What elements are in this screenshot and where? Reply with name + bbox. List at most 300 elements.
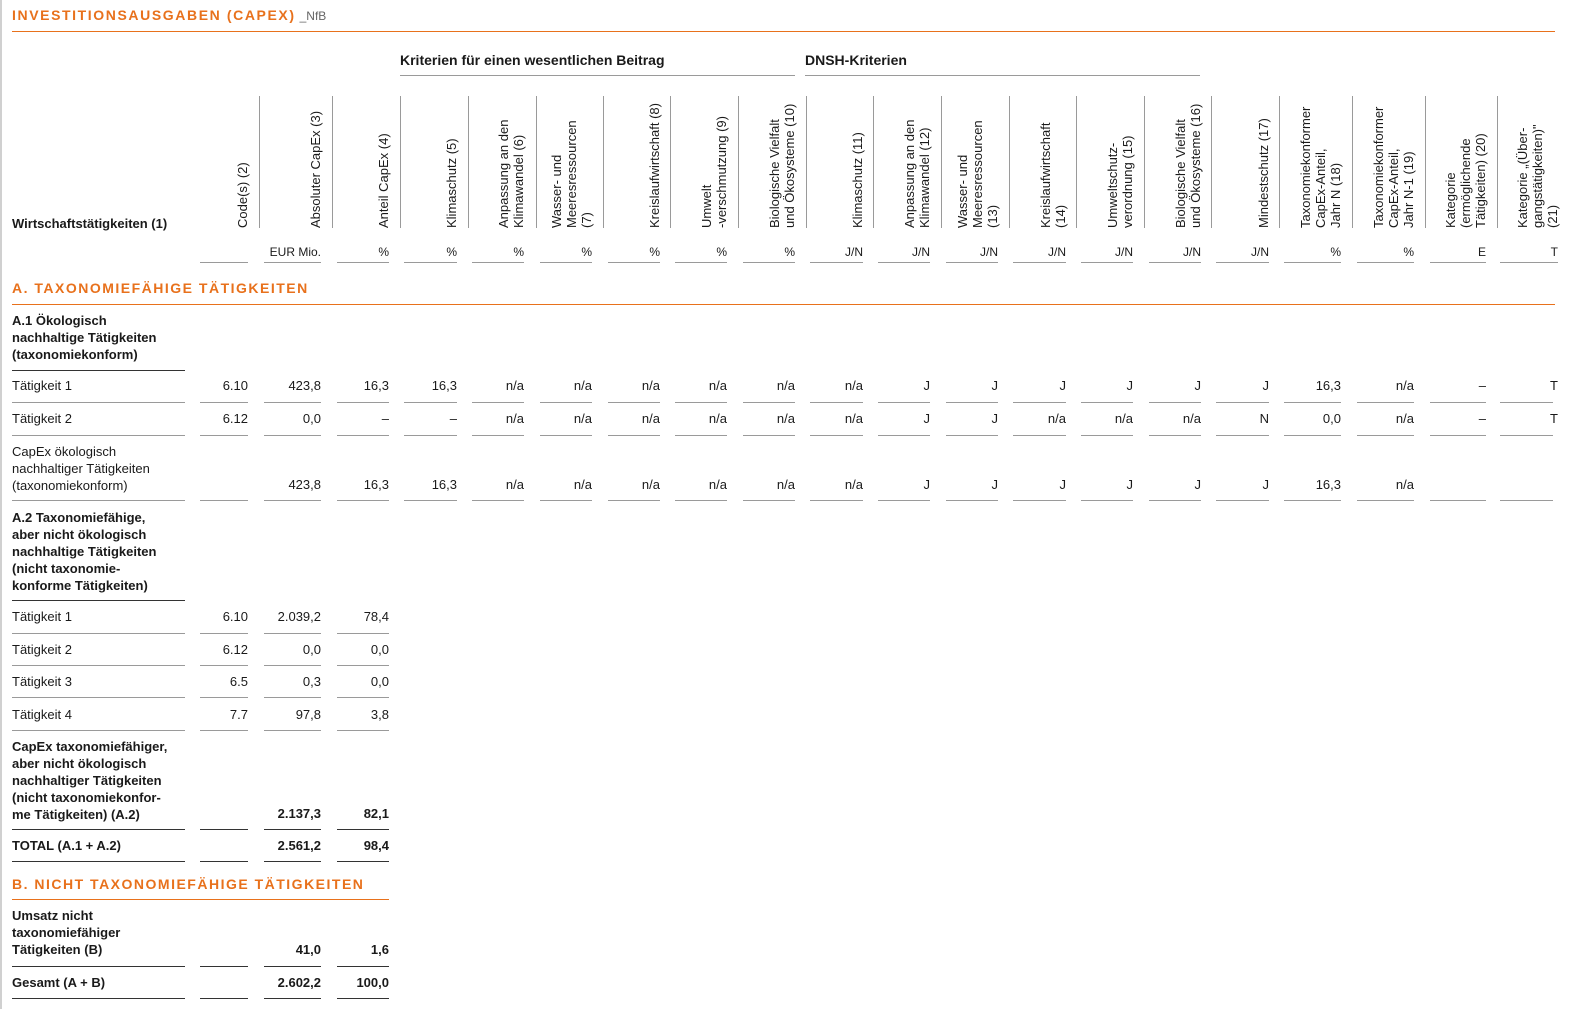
cell-rule (264, 500, 321, 501)
title-rule (12, 31, 1555, 32)
column-header-text: Kreislaufwirtschaft (1038, 122, 1053, 228)
table-cell: n/a (776, 378, 795, 393)
table-cell: J (1194, 477, 1201, 492)
column-unit: EUR Mio. (269, 245, 321, 259)
column-unit: % (784, 245, 795, 259)
group-rule-dnsh (805, 75, 1200, 76)
column-unit: % (513, 245, 524, 259)
cell-rule (337, 697, 389, 698)
column-header-text: (13) (985, 204, 1000, 228)
row-label-line: Tätigkeit 2 (12, 642, 72, 657)
table-cell: 7.7 (229, 707, 248, 722)
row-label (12, 738, 192, 823)
group-header-dnsh: DNSH-Kriterien (805, 52, 907, 68)
cell-rule (878, 402, 930, 403)
row-label (12, 837, 192, 854)
row-label (12, 509, 192, 594)
row-label-line: Tätigkeit 3 (12, 674, 72, 689)
row-label-rule (12, 370, 185, 371)
cell-rule (337, 966, 389, 967)
row-label-rule (12, 665, 185, 666)
cell-rule (878, 500, 930, 501)
column-divider (332, 96, 333, 228)
cell-rule (264, 829, 321, 830)
table-cell: 6.10 (222, 378, 248, 393)
cell-rule (1149, 402, 1201, 403)
table-cell: 423,8 (288, 378, 321, 393)
table-cell: 3,8 (370, 707, 389, 722)
cell-rule (608, 500, 660, 501)
cell-rule (337, 861, 389, 862)
cell-rule (1284, 500, 1341, 501)
cell-rule (675, 402, 727, 403)
cell-rule (337, 633, 389, 634)
column-header-text: Kategorie (1443, 172, 1458, 228)
column-unit: % (649, 245, 660, 259)
table-cell: 0,0 (302, 411, 321, 426)
cell-rule (264, 966, 321, 967)
table-cell: 100,0 (356, 975, 389, 990)
table-cell: n/a (505, 378, 524, 393)
row-label-rule (12, 966, 185, 967)
column-divider (468, 96, 469, 228)
column-header-text: Absoluter CapEx (3) (308, 110, 323, 228)
table-cell: n/a (1182, 411, 1201, 426)
table-cell: 2.137,3 (277, 806, 321, 821)
row-label-line: CapEx ökologisch (12, 444, 117, 459)
column-divider (259, 96, 260, 228)
cell-rule (200, 998, 248, 999)
row-label (12, 673, 192, 690)
cell-rule (404, 402, 457, 403)
column-unit-rule (540, 262, 592, 263)
row-header: Wirtschaftstätigkeiten (1) (12, 216, 168, 231)
column-unit: J/N (845, 245, 863, 259)
table-cell: 0,0 (370, 642, 389, 657)
cell-rule (1357, 500, 1414, 501)
column-unit-rule (608, 262, 660, 263)
column-unit: J/N (1115, 245, 1133, 259)
column-unit-rule (472, 262, 524, 263)
table-cell: 16,3 (1315, 378, 1341, 393)
cell-rule (1500, 435, 1553, 436)
row-label (12, 377, 192, 394)
cell-rule (200, 861, 248, 862)
table-cell: 1,6 (370, 942, 389, 957)
column-unit: % (581, 245, 592, 259)
column-header-text: Meeresressourcen (564, 120, 579, 228)
column-divider (1076, 96, 1077, 228)
cell-rule (1500, 402, 1553, 403)
cell-rule (540, 435, 592, 436)
table-cell: 41,0 (295, 942, 321, 957)
column-unit: J/N (1251, 245, 1269, 259)
table-cell: n/a (573, 477, 592, 492)
column-unit-rule (946, 262, 998, 263)
table-cell: J (1059, 378, 1066, 393)
row-label-line: (taxonomiekonform) (12, 478, 128, 493)
column-header-text: Kategorie „(Über- (1515, 127, 1530, 228)
table-cell: n/a (1395, 378, 1414, 393)
column-divider (941, 96, 942, 228)
cell-rule (404, 500, 457, 501)
group-rule-substantial (400, 75, 795, 76)
table-cell: – (381, 411, 389, 426)
column-header-text: Taxonomiekonformer (1298, 106, 1313, 228)
column-header-text: Klimawandel (6) (511, 134, 526, 228)
column-header-text: Klimawandel (12) (917, 127, 932, 228)
cell-rule (608, 435, 660, 436)
column-divider (400, 96, 401, 228)
column-header-text: verordnung (15) (1120, 135, 1135, 228)
cell-rule (810, 500, 863, 501)
column-header-text: Taxonomiekonformer (1371, 106, 1386, 228)
cell-rule (1284, 402, 1341, 403)
table-cell: n/a (505, 477, 524, 492)
column-header-text: Tätigkeiten) (20) (1473, 133, 1488, 228)
row-label-line: nachhaltige Tätigkeiten (12, 544, 157, 559)
row-label-rule (12, 998, 185, 999)
group-header-substantial: Kriterien für einen wesentlichen Beitrag (400, 52, 665, 68)
column-header-text: Umwelt (699, 184, 714, 228)
section-a-title: A. TAXONOMIEFÄHIGE TÄTIGKEITEN (12, 280, 309, 296)
row-label-line: Tätigkeit 1 (12, 378, 72, 393)
column-unit: E (1477, 245, 1486, 259)
column-divider (738, 96, 739, 228)
column-header-text: Meeresressourcen (970, 120, 985, 228)
column-divider (536, 96, 537, 228)
cell-rule (200, 402, 248, 403)
table-cell: n/a (1047, 411, 1066, 426)
table-cell: T (1550, 378, 1558, 393)
column-divider (1144, 96, 1145, 228)
column-unit-rule (1357, 262, 1414, 263)
cell-rule (946, 435, 998, 436)
table-cell: n/a (505, 411, 524, 426)
row-label-line: me Tätigkeiten) (A.2) (12, 807, 140, 822)
cell-rule (472, 435, 524, 436)
table-cell: J (923, 477, 930, 492)
row-label-line: Umsatz nicht (12, 908, 93, 923)
column-unit-rule (404, 262, 457, 263)
table-cell: J (1262, 378, 1269, 393)
row-label (12, 706, 192, 723)
cell-rule (1081, 435, 1133, 436)
column-divider (670, 96, 671, 228)
column-divider (873, 96, 874, 228)
cell-rule (1284, 435, 1341, 436)
row-label-line: Tätigkeit 2 (12, 411, 72, 426)
table-cell: 6.12 (222, 411, 248, 426)
table-cell: n/a (844, 477, 863, 492)
column-unit-rule (264, 262, 321, 263)
column-unit: J/N (912, 245, 930, 259)
table-cell: J (923, 411, 930, 426)
cell-rule (200, 633, 248, 634)
title-suffix: _NfB (299, 9, 327, 23)
cell-rule (1357, 435, 1414, 436)
cell-rule (1149, 435, 1201, 436)
cell-rule (404, 435, 457, 436)
row-label-line: Tätigkeit 4 (12, 707, 72, 722)
column-header-text: Kreislaufwirtschaft (8) (647, 103, 662, 228)
table-cell: 16,3 (431, 378, 457, 393)
cell-rule (264, 633, 321, 634)
table-cell: 0,0 (370, 674, 389, 689)
table-cell: 2.039,2 (277, 609, 321, 624)
column-divider (806, 96, 807, 228)
table-cell: n/a (776, 477, 795, 492)
cell-rule (264, 998, 321, 999)
row-label-line: Tätigkeit 1 (12, 609, 72, 624)
column-divider (603, 96, 604, 228)
cell-rule (743, 435, 795, 436)
table-cell: J (1126, 378, 1133, 393)
table-cell: n/a (844, 411, 863, 426)
column-header-text: -verschmutzung (9) (714, 116, 729, 228)
column-header-text: Wasser- und (955, 154, 970, 228)
table-cell: T (1550, 411, 1558, 426)
table-cell: 16,3 (363, 477, 389, 492)
column-unit-rule (200, 262, 248, 263)
column-header-text: und Ökosysteme (16) (1188, 103, 1203, 228)
column-unit-rule (1081, 262, 1133, 263)
table-cell: 6.12 (222, 642, 248, 657)
cell-rule (540, 500, 592, 501)
column-unit: J/N (980, 245, 998, 259)
column-divider (1425, 96, 1426, 228)
row-label (12, 312, 192, 363)
cell-rule (264, 665, 321, 666)
column-header-text: Umweltschutz- (1105, 142, 1120, 228)
column-unit: J/N (1183, 245, 1201, 259)
table-cell: 16,3 (363, 378, 389, 393)
table-cell: 97,8 (295, 707, 321, 722)
column-unit: J/N (1048, 245, 1066, 259)
table-cell: – (1478, 411, 1486, 426)
row-label-line: nachhaltiger Tätigkeiten (12, 773, 162, 788)
cell-rule (200, 697, 248, 698)
cell-rule (264, 730, 321, 731)
cell-rule (810, 402, 863, 403)
column-header-text: (ermöglichende (1458, 138, 1473, 228)
cell-rule (946, 500, 998, 501)
cell-rule (1430, 500, 1486, 501)
table-cell: J (991, 477, 998, 492)
column-header-text: (7) (579, 212, 594, 228)
cell-rule (264, 697, 321, 698)
table-cell: n/a (641, 411, 660, 426)
cell-rule (264, 861, 321, 862)
cell-rule (675, 500, 727, 501)
cell-rule (337, 402, 389, 403)
table-cell: n/a (708, 477, 727, 492)
column-header-text: Jahr N-1 (19) (1401, 151, 1416, 228)
table-cell: n/a (776, 411, 795, 426)
table-cell: – (449, 411, 457, 426)
column-header-text: Klimaschutz (5) (444, 138, 459, 228)
table-cell: n/a (1395, 477, 1414, 492)
section-b-rule (12, 899, 389, 900)
cell-rule (200, 665, 248, 666)
column-header-text: gangstätigkeiten)" (1530, 124, 1545, 228)
cell-rule (200, 730, 248, 731)
cell-rule (1430, 435, 1486, 436)
cell-rule (1216, 435, 1269, 436)
column-divider (1352, 96, 1353, 228)
column-divider (1211, 96, 1212, 228)
cell-rule (878, 435, 930, 436)
cell-rule (743, 500, 795, 501)
table-cell: n/a (641, 477, 660, 492)
column-unit-rule (743, 262, 795, 263)
table-cell: 0,0 (1322, 411, 1341, 426)
row-label-rule (12, 500, 185, 501)
column-header-text: CapEx-Anteil, (1386, 148, 1401, 228)
cell-rule (1430, 402, 1486, 403)
row-label-rule (12, 861, 185, 862)
cell-rule (264, 402, 321, 403)
column-divider (1497, 96, 1498, 228)
row-label (12, 443, 192, 494)
column-unit-rule (810, 262, 863, 263)
section-b-title: B. NICHT TAXONOMIEFÄHIGE TÄTIGKEITEN (12, 876, 365, 892)
cell-rule (1357, 402, 1414, 403)
cell-rule (1149, 500, 1201, 501)
column-header-text: und Ökosysteme (10) (782, 103, 797, 228)
column-unit-rule (337, 262, 389, 263)
row-label (12, 410, 192, 427)
column-unit: % (716, 245, 727, 259)
table-cell: 16,3 (1315, 477, 1341, 492)
cell-rule (1216, 402, 1269, 403)
cell-rule (1216, 500, 1269, 501)
row-label-line: konforme Tätigkeiten) (12, 578, 148, 593)
row-label-line: A.2 Taxonomiefähige, (12, 510, 146, 525)
table-cell: 2.561,2 (277, 838, 321, 853)
cell-rule (675, 435, 727, 436)
table-cell: 6.5 (229, 674, 248, 689)
column-header-text: (21) (1545, 204, 1560, 228)
row-label-line: taxonomiefähiger (12, 925, 121, 940)
column-header-text: (14) (1053, 204, 1068, 228)
table-cell: J (1194, 378, 1201, 393)
table-cell: J (923, 378, 930, 393)
column-header-text: Mindestschutz (17) (1256, 118, 1271, 228)
table-cell: – (1478, 378, 1486, 393)
page-left-border (0, 0, 2, 1009)
cell-rule (743, 402, 795, 403)
table-cell: J (1126, 477, 1133, 492)
column-unit-rule (675, 262, 727, 263)
row-label (12, 608, 192, 625)
row-label-line: aber nicht ökologisch (12, 756, 147, 771)
row-label-rule (12, 435, 185, 436)
column-header-text: CapEx-Anteil, (1313, 148, 1328, 228)
table-cell: 16,3 (431, 477, 457, 492)
table-cell: J (1059, 477, 1066, 492)
row-label-rule (12, 402, 185, 403)
row-label-rule (12, 730, 185, 731)
cell-rule (472, 500, 524, 501)
cell-rule (200, 500, 248, 501)
row-label-line: Tätigkeiten (B) (12, 942, 103, 957)
row-label-line: nachhaltige Tätigkeiten (12, 330, 157, 345)
column-unit-rule (878, 262, 930, 263)
cell-rule (337, 730, 389, 731)
column-unit: % (1330, 245, 1341, 259)
cell-rule (337, 998, 389, 999)
cell-rule (1081, 402, 1133, 403)
row-label-rule (12, 697, 185, 698)
table-cell: N (1259, 411, 1269, 426)
row-label-rule (12, 829, 185, 830)
column-unit-rule (1216, 262, 1269, 263)
table-cell: n/a (641, 378, 660, 393)
column-unit-rule (1013, 262, 1066, 263)
row-label-rule (12, 633, 185, 634)
cell-rule (1013, 402, 1066, 403)
column-header-text: Biologische Vielfalt (767, 119, 782, 228)
row-label (12, 907, 192, 958)
cell-rule (1013, 500, 1066, 501)
cell-rule (337, 500, 389, 501)
row-label (12, 641, 192, 658)
column-unit-rule (1500, 262, 1558, 263)
table-cell: n/a (573, 411, 592, 426)
column-unit-rule (1284, 262, 1341, 263)
cell-rule (1081, 500, 1133, 501)
column-unit: % (1403, 245, 1414, 259)
cell-rule (1013, 435, 1066, 436)
row-label-line: A.1 Ökologisch (12, 313, 107, 328)
table-cell: 0,0 (302, 642, 321, 657)
table-cell: n/a (1395, 411, 1414, 426)
row-label-rule (12, 600, 185, 601)
table-cell: 82,1 (363, 806, 389, 821)
page-title: INVESTITIONSAUSGABEN (CAPEX) _NfB (12, 7, 327, 23)
cell-rule (946, 402, 998, 403)
column-divider (1279, 96, 1280, 228)
table-cell: 423,8 (288, 477, 321, 492)
table-cell: n/a (1114, 411, 1133, 426)
column-header-text: Jahr N (18) (1328, 162, 1343, 228)
column-divider (1009, 96, 1010, 228)
table-cell: n/a (844, 378, 863, 393)
row-label-line: (nicht taxonomie- (12, 561, 121, 576)
cell-rule (608, 402, 660, 403)
column-header-text: Anpassung an den (902, 119, 917, 228)
column-header-text: Anteil CapEx (4) (376, 133, 391, 228)
column-header-text: Wasser- und (549, 154, 564, 228)
cell-rule (540, 402, 592, 403)
column-unit: T (1550, 245, 1558, 259)
cell-rule (337, 829, 389, 830)
column-header-text: Klimaschutz (11) (850, 132, 865, 228)
table-cell: J (991, 411, 998, 426)
row-label (12, 974, 192, 991)
cell-rule (1500, 500, 1553, 501)
section-a-rule (12, 304, 1555, 305)
row-label-line: CapEx taxonomiefähiger, (12, 739, 168, 754)
cell-rule (200, 435, 248, 436)
table-cell: 2.602,2 (277, 975, 321, 990)
column-header-text: Anpassung an den (496, 119, 511, 228)
column-unit-rule (1149, 262, 1201, 263)
cell-rule (264, 435, 321, 436)
column-header-text: Code(s) (2) (235, 162, 250, 228)
cell-rule (337, 435, 389, 436)
